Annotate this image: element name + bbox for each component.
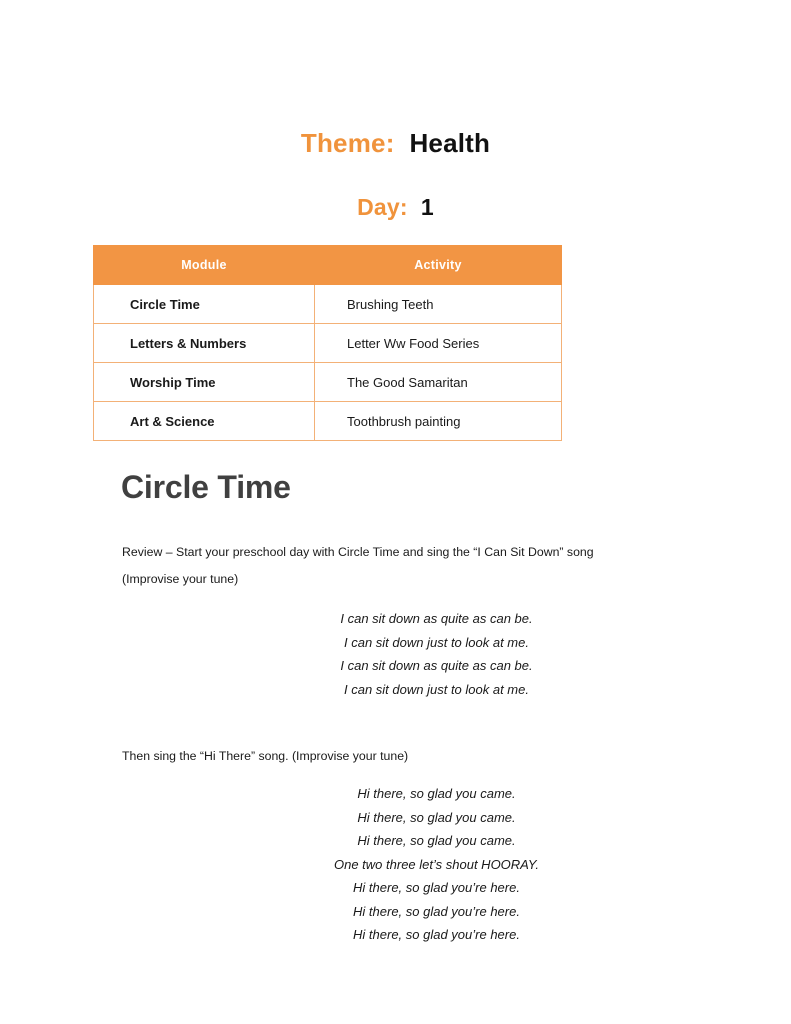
cell-activity: Toothbrush painting (315, 402, 562, 441)
lyric-line: Hi there, so glad you came. (357, 833, 516, 848)
day-label: Day: (357, 194, 408, 220)
intro-paragraph-line-1: Review – Start your preschool day with Circle Time and sing the “I Can Sit Down” song (122, 545, 594, 559)
table-row (94, 285, 562, 324)
lyric-line: Hi there, so glad you came. (357, 809, 516, 825)
schedule-table (93, 245, 562, 441)
cell-module: Letters & Numbers (94, 324, 315, 363)
lyric-line: I can sit down as quite as can be. (340, 611, 533, 626)
lyric-line: Hi there, so glad you’re here. (353, 927, 520, 942)
song-one-lyrics (122, 607, 671, 701)
lyric-line: Hi there, so glad you came. (357, 786, 516, 801)
table-row (94, 324, 562, 363)
lyric-line: I can sit down just to look at me. (344, 634, 529, 650)
column-header-module: Module (94, 246, 315, 285)
day-heading (0, 160, 791, 222)
lyric-line: One two three let’s shout HOORAY. (334, 856, 539, 872)
song-two-lyrics (122, 782, 671, 947)
schedule-table-wrapper (0, 245, 791, 441)
theme-label: Theme: (300, 128, 395, 158)
theme-value: Health (409, 128, 491, 158)
cell-activity: Letter Ww Food Series (315, 324, 562, 363)
cell-activity: The Good Samaritan (315, 363, 562, 402)
column-header-activity: Activity (315, 246, 562, 285)
table-header-row (94, 246, 562, 285)
table-body (94, 285, 562, 441)
lyric-line: Hi there, so glad you’re here. (353, 880, 520, 895)
section-body (0, 539, 791, 947)
intro-paragraph-line-2: (Improvise your tune) (122, 572, 239, 586)
cell-activity: Brushing Teeth (315, 285, 562, 324)
day-value: 1 (420, 194, 434, 220)
lyric-line: Hi there, so glad you’re here. (353, 903, 520, 919)
theme-heading (0, 0, 791, 160)
cell-module: Art & Science (94, 402, 315, 441)
cell-module: Circle Time (94, 285, 315, 324)
section-heading-circle-time: Circle Time (121, 469, 291, 505)
cell-module: Worship Time (94, 363, 315, 402)
intro-paragraph-song-two: Then sing the “Hi There” song. (Improvise your tune) (122, 749, 409, 763)
lyric-line: I can sit down as quite as can be. (340, 658, 533, 673)
lyric-line: I can sit down just to look at me. (344, 681, 529, 697)
table-row (94, 402, 562, 441)
table-row (94, 363, 562, 402)
